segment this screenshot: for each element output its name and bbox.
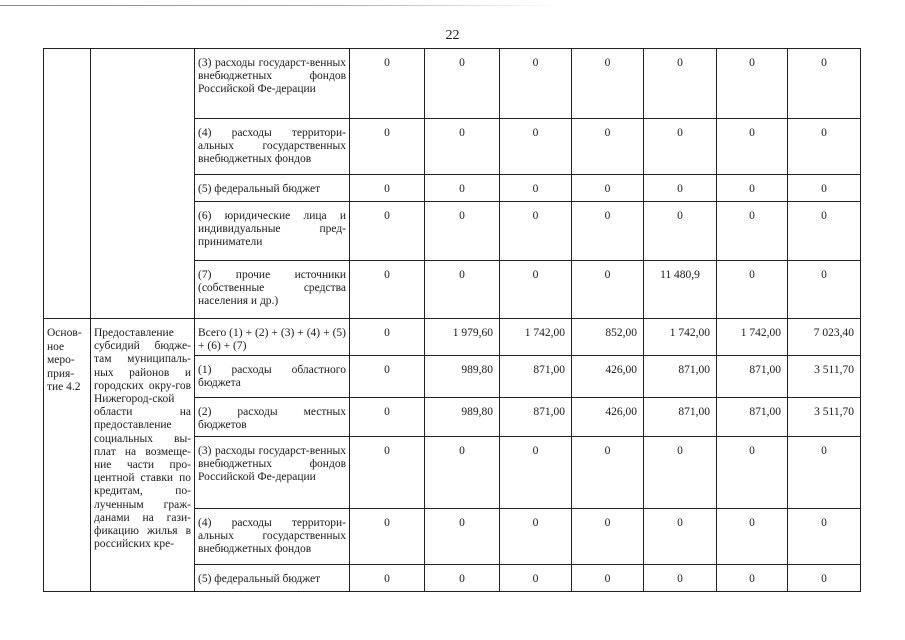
value-cell: 0 — [500, 202, 572, 261]
value-cell: 0 — [788, 565, 861, 592]
value-cell: 0 — [572, 261, 644, 319]
value-cell: 0 — [350, 509, 425, 565]
funding-source-cell: (6) юридические лица и индивидуальные пред-приниматели — [195, 202, 350, 261]
value-cell: 0 — [717, 437, 788, 509]
value-cell: 871,00 — [644, 398, 717, 437]
funding-source-cell: Всего (1) + (2) + (3) + (4) + (5) + (6) + (7) — [195, 319, 350, 356]
value-cell: 0 — [500, 437, 572, 509]
value-cell: 0 — [572, 119, 644, 175]
value-cell: 0 — [644, 49, 717, 119]
value-cell: 0 — [350, 437, 425, 509]
scan-artifact-line — [0, 5, 560, 6]
value-cell: 0 — [788, 202, 861, 261]
table-row — [44, 49, 861, 119]
value-cell: 0 — [350, 49, 425, 119]
value-cell: 1 742,00 — [717, 319, 788, 356]
value-cell: 0 — [350, 261, 425, 319]
value-cell: 0 — [350, 398, 425, 437]
measure-cell: Основ-ное меро-прия-тие 4.2 — [44, 319, 91, 592]
value-cell: 0 — [572, 49, 644, 119]
value-cell: 0 — [425, 175, 500, 202]
value-cell: 0 — [500, 175, 572, 202]
description-cell-continued — [91, 49, 195, 319]
value-cell: 0 — [350, 356, 425, 398]
value-cell: 989,80 — [425, 356, 500, 398]
value-cell: 1 979,60 — [425, 319, 500, 356]
value-cell: 0 — [788, 49, 861, 119]
value-cell: 0 — [500, 119, 572, 175]
value-cell: 0 — [644, 202, 717, 261]
value-cell: 871,00 — [500, 356, 572, 398]
value-cell: 0 — [717, 202, 788, 261]
value-cell: 0 — [425, 119, 500, 175]
value-cell: 3 511,70 — [788, 398, 861, 437]
funding-table-body — [44, 49, 861, 592]
value-cell: 871,00 — [717, 398, 788, 437]
value-cell: 0 — [644, 119, 717, 175]
value-cell: 0 — [500, 565, 572, 592]
value-cell: 0 — [425, 437, 500, 509]
value-cell: 0 — [572, 509, 644, 565]
funding-source-cell: (3) расходы государст-венных внебюджетных фондов Российской Фе-дерации — [195, 437, 350, 509]
value-cell: 11 480,9 — [644, 261, 717, 319]
value-cell: 0 — [350, 202, 425, 261]
page-number: 22 — [445, 28, 460, 43]
value-cell: 0 — [572, 437, 644, 509]
value-cell: 0 — [788, 509, 861, 565]
value-cell: 3 511,70 — [788, 356, 861, 398]
funding-source-cell: (3) расходы государст-венных внебюджетных фондов Российской Фе-дерации — [195, 49, 350, 119]
value-cell: 0 — [788, 261, 861, 319]
value-cell: 0 — [644, 437, 717, 509]
value-cell: 0 — [500, 49, 572, 119]
value-cell: 426,00 — [572, 398, 644, 437]
value-cell: 0 — [572, 202, 644, 261]
funding-source-cell: (4) расходы территори-альных государственных внебюджетных фондов — [195, 509, 350, 565]
funding-source-cell: (5) федеральный бюджет — [195, 175, 350, 202]
measure-cell-continued — [44, 49, 91, 319]
value-cell: 0 — [717, 175, 788, 202]
value-cell: 0 — [350, 175, 425, 202]
value-cell: 0 — [572, 565, 644, 592]
value-cell: 0 — [425, 261, 500, 319]
value-cell: 0 — [350, 319, 425, 356]
funding-source-cell: (5) федеральный бюджет — [195, 565, 350, 592]
value-cell: 0 — [500, 261, 572, 319]
value-cell: 7 023,40 — [788, 319, 861, 356]
value-cell: 0 — [644, 509, 717, 565]
funding-source-cell: (1) расходы областного бюджета — [195, 356, 350, 398]
value-cell: 0 — [717, 261, 788, 319]
description-cell: Предоставление субсидий бюдже-там муниципаль-ных районов и городских окру-гов Нижегород-ской области на предоставление социальных вы-плат на возмеще-ние части про-центной ставки по кредитам, по-лученным граж-данами на гази-фикацию жилья в российских кре- — [91, 319, 195, 592]
value-cell: 0 — [717, 565, 788, 592]
value-cell: 1 742,00 — [644, 319, 717, 356]
value-cell: 0 — [788, 175, 861, 202]
funding-source-cell: (2) расходы местных бюджетов — [195, 398, 350, 437]
value-cell: 426,00 — [572, 356, 644, 398]
value-cell: 0 — [788, 119, 861, 175]
value-cell: 0 — [425, 565, 500, 592]
value-cell: 871,00 — [644, 356, 717, 398]
value-cell: 852,00 — [572, 319, 644, 356]
value-cell: 1 742,00 — [500, 319, 572, 356]
value-cell: 0 — [717, 119, 788, 175]
value-cell: 0 — [425, 49, 500, 119]
funding-source-cell: (7) прочие источники (собственные средства населения и др.) — [195, 261, 350, 319]
funding-table — [43, 48, 861, 592]
value-cell: 0 — [425, 509, 500, 565]
value-cell: 0 — [644, 175, 717, 202]
value-cell: 871,00 — [500, 398, 572, 437]
value-cell: 0 — [500, 509, 572, 565]
value-cell: 0 — [572, 175, 644, 202]
table-row — [44, 319, 861, 356]
value-cell: 989,80 — [425, 398, 500, 437]
funding-source-cell: (4) расходы территори-альных государственных внебюджетных фондов — [195, 119, 350, 175]
value-cell: 871,00 — [717, 356, 788, 398]
value-cell: 0 — [644, 565, 717, 592]
value-cell: 0 — [717, 509, 788, 565]
value-cell: 0 — [788, 437, 861, 509]
value-cell: 0 — [717, 49, 788, 119]
value-cell: 0 — [350, 119, 425, 175]
value-cell: 0 — [350, 565, 425, 592]
value-cell: 0 — [425, 202, 500, 261]
